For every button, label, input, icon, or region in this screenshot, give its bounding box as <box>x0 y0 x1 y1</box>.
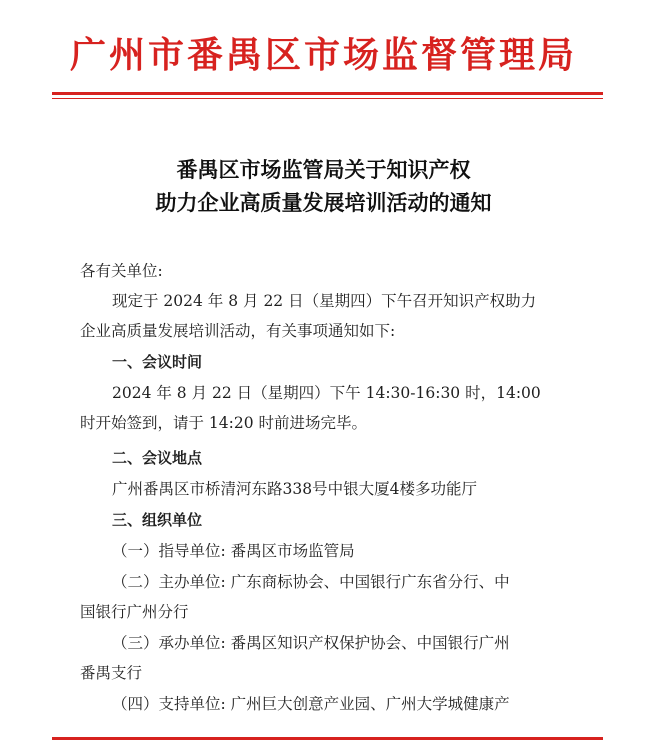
organizer-host-line-2: 国银行广州分行 <box>80 603 189 621</box>
section-heading-venue: 二、会议地点 <box>112 449 203 467</box>
page-bottom-rule <box>52 737 603 740</box>
meeting-venue: 广州番禺区市桥清河东路338号中银大厦4楼多功能厅 <box>112 480 477 498</box>
organizer-organizing-line-1: （三）承办单位: 番禺区知识产权保护协会、中国银行广州 <box>112 634 510 652</box>
masthead-rule-thin <box>52 98 603 99</box>
intro-paragraph-line-1: 现定于 2024 年 8 月 22 日（星期四）下午召开知识产权助力 <box>112 292 537 310</box>
agency-masthead: 广州市番禺区市场监督管理局 <box>69 34 577 76</box>
section-heading-time: 一、会议时间 <box>112 353 203 371</box>
salutation: 各有关单位: <box>80 262 163 280</box>
organizer-host-line-1: （二）主办单位: 广东商标协会、中国银行广东省分行、中 <box>112 573 510 591</box>
masthead-rule-thick <box>52 92 603 95</box>
document-title-line-2: 助力企业高质量发展培训活动的通知 <box>155 190 492 215</box>
organizer-guiding: （一）指导单位: 番禺区市场监管局 <box>112 542 355 560</box>
document-title-line-1: 番禺区市场监管局关于知识产权 <box>176 157 471 182</box>
meeting-time-line-1: 2024 年 8 月 22 日（星期四）下午 14:30-16:30 时，14:00 <box>112 384 541 402</box>
intro-paragraph-line-2: 企业高质量发展培训活动，有关事项通知如下: <box>80 322 396 340</box>
organizer-organizing-line-2: 番禺支行 <box>80 664 143 682</box>
organizer-support-line-1: （四）支持单位: 广州巨大创意产业园、广州大学城健康产 <box>112 695 510 713</box>
section-heading-organizers: 三、组织单位 <box>112 511 203 529</box>
meeting-time-line-2: 时开始签到，请于 14:20 时前进场完毕。 <box>80 414 368 432</box>
